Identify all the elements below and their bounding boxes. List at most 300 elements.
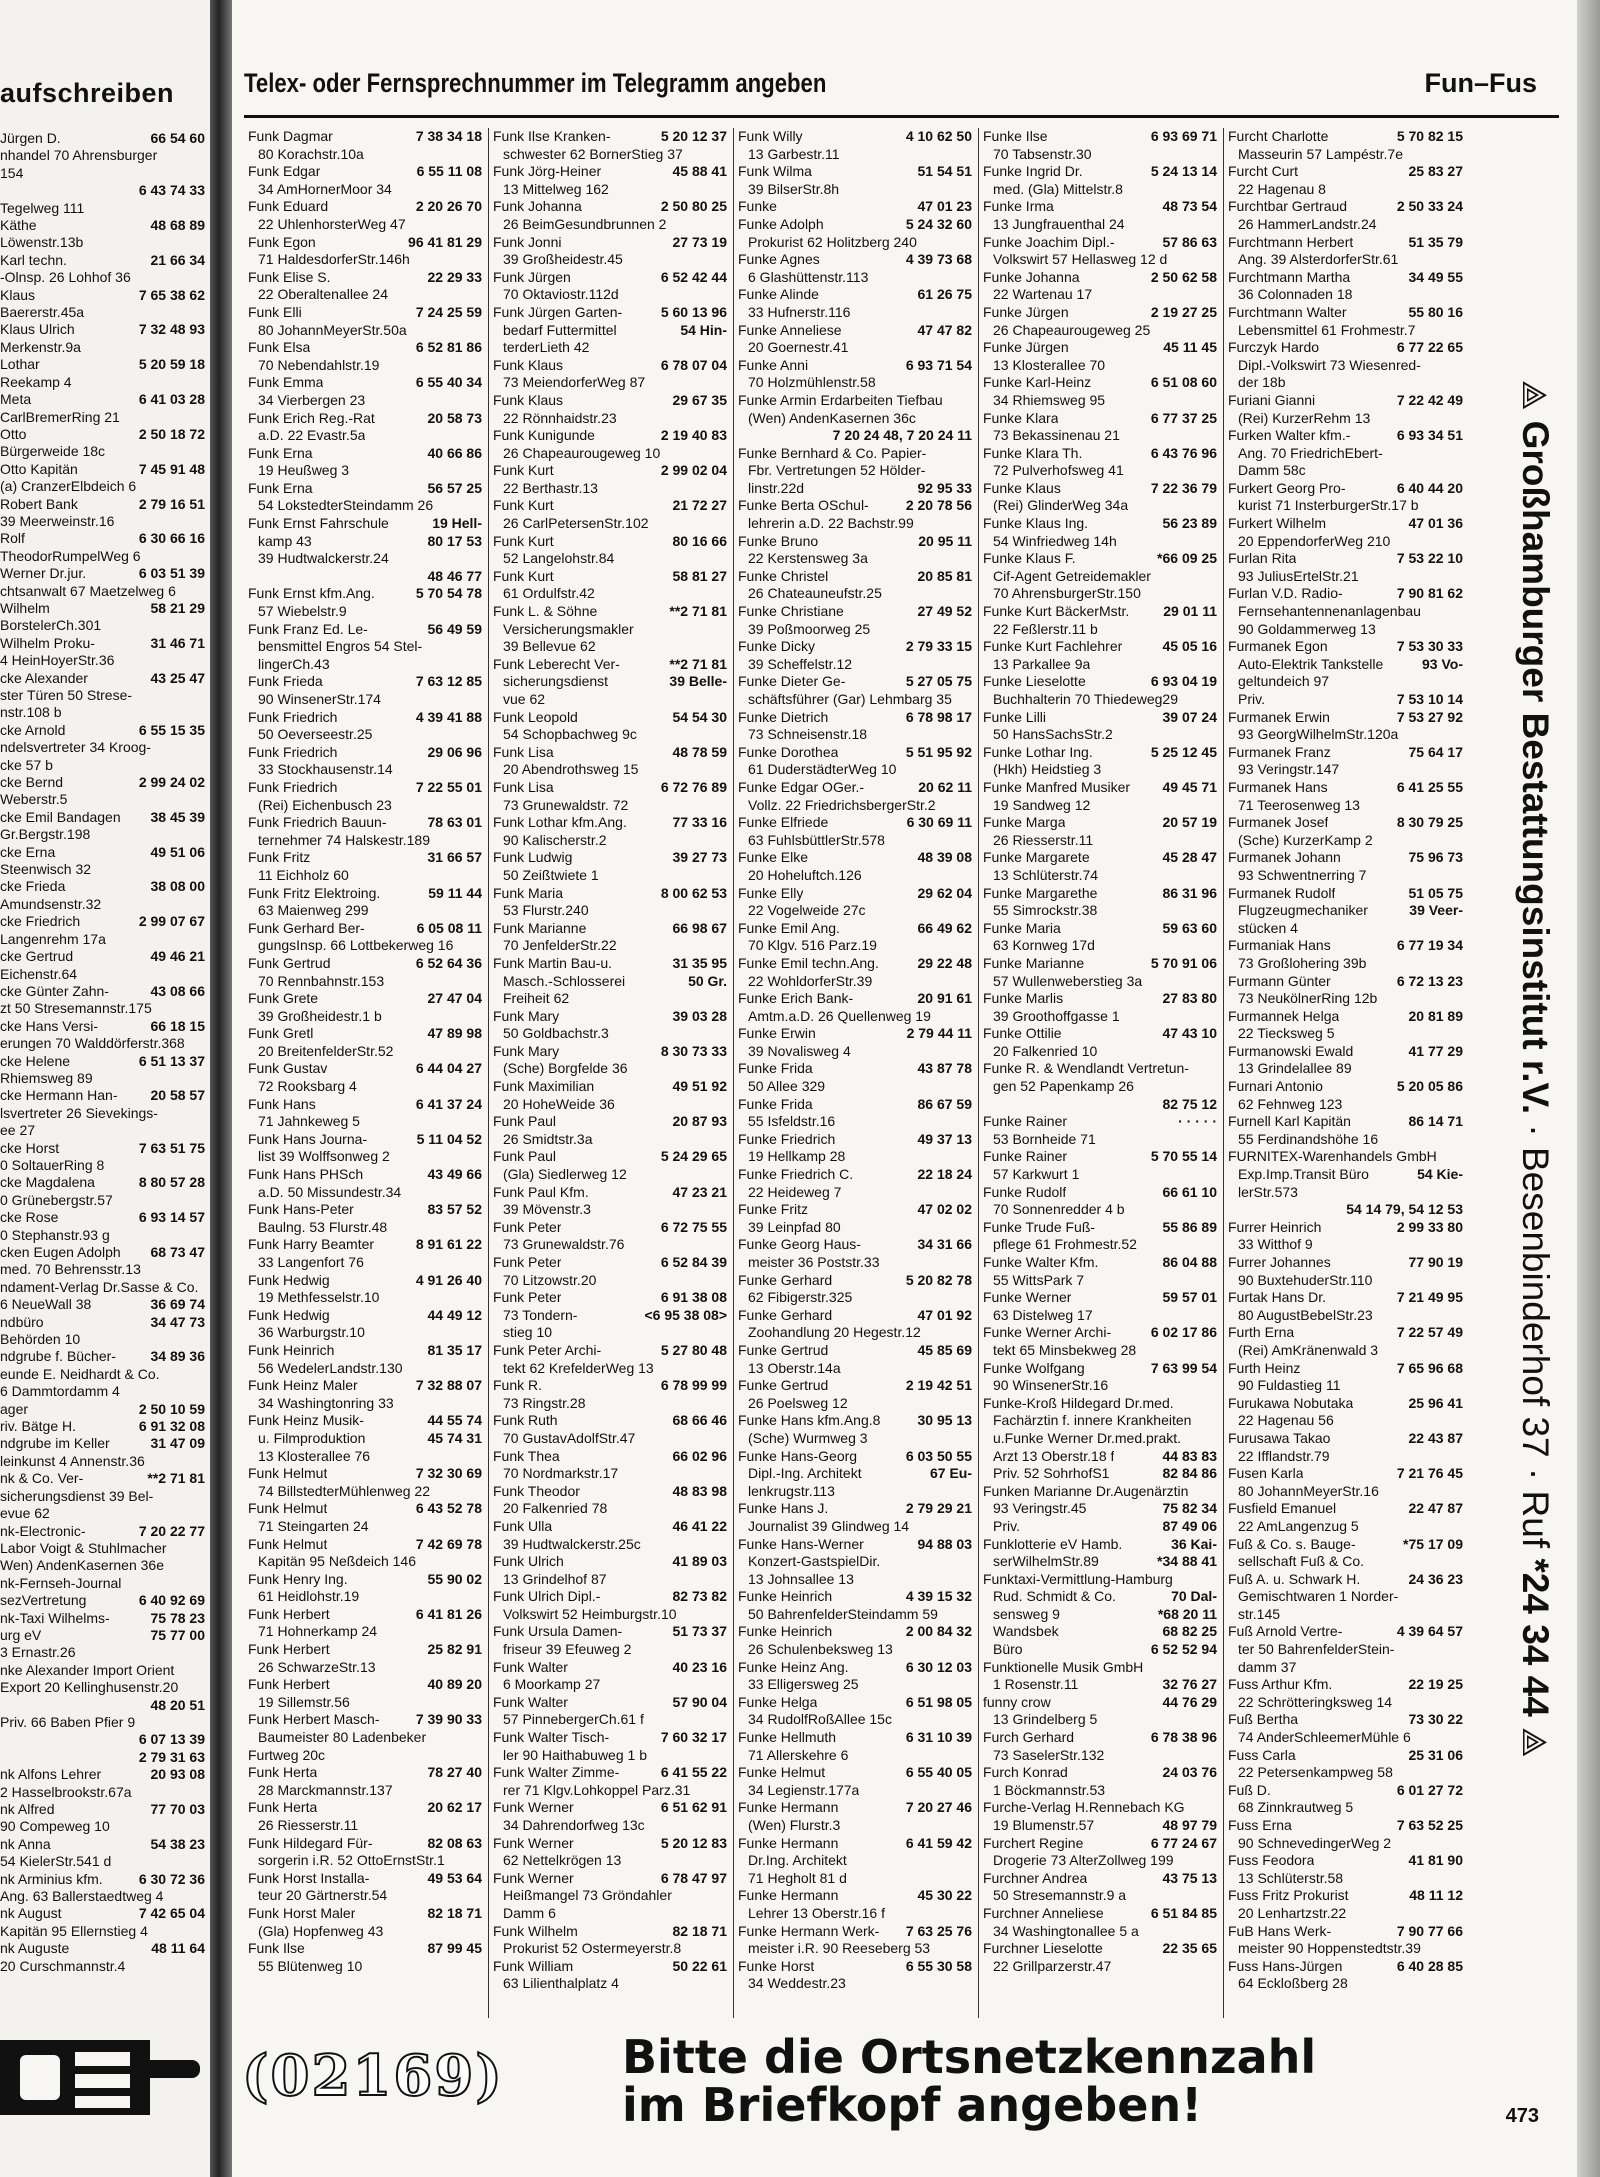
- listing-text: schäftsführer (Gar) Lehmbarg 35: [748, 691, 952, 707]
- listing-text: Funk Jörg-Heiner: [493, 163, 602, 180]
- listing-text: 70 GustavAdolfStr.47: [503, 1429, 636, 1446]
- listing-phone: 48 39 08: [917, 849, 972, 866]
- listing-entry: [738, 849, 972, 867]
- listing-entry: [1228, 1747, 1463, 1765]
- listing-phone: 6 51 84 85: [1150, 1904, 1217, 1921]
- listing-detail-line: [493, 990, 727, 1008]
- listing-entry: [493, 849, 727, 867]
- left-listing-row: [0, 617, 205, 634]
- listing-detail-line: [493, 445, 727, 463]
- listing-phone: 25 83 27: [1408, 163, 1463, 180]
- listing-detail-line: [1228, 462, 1463, 480]
- left-listing-row: [0, 1958, 205, 1975]
- listing-detail-line: [738, 1395, 972, 1413]
- left-listing-row: [0, 530, 205, 547]
- left-listing-row: [0, 1853, 205, 1870]
- listing-entry: [248, 621, 482, 639]
- listing-text: Funk Ilse Kranken-: [493, 128, 611, 144]
- listing-text: 53 Flurstr.240: [503, 902, 589, 919]
- left-listing-row: [0, 1053, 205, 1070]
- listing-text: Funk Elli: [248, 303, 302, 320]
- listing-text: 26 Riesserstr.11: [993, 831, 1094, 848]
- left-listing-row: [0, 1244, 205, 1261]
- side-ad-text: [1514, 380, 1556, 1757]
- listing-phone: 20 87 93: [672, 1113, 727, 1130]
- listing-entry: [493, 533, 727, 551]
- listing-entry: [248, 673, 482, 691]
- listing-text: Funke Frida: [738, 1060, 813, 1077]
- listing-entry: [738, 1694, 972, 1712]
- listing-phone: 6 55 30 58: [905, 1957, 972, 1974]
- listing-phone: 5 70 54 78: [415, 585, 482, 602]
- listing-phone: 70 Dal-: [1171, 1588, 1217, 1605]
- listing-detail-line: [248, 1958, 482, 1976]
- listing-entry: [983, 1536, 1217, 1554]
- listing-detail-line: [248, 761, 482, 779]
- listing-phone: 7 90 81 62: [1396, 585, 1463, 602]
- listing-entry: [983, 1571, 1217, 1589]
- left-listing-row: [0, 496, 205, 513]
- listing-text: 71 Jahnkeweg 5: [258, 1113, 360, 1130]
- listing-detail-line: [738, 867, 972, 885]
- listing-detail-line: [983, 1342, 1217, 1360]
- listing-phone: 6 51 62 91: [660, 1799, 727, 1816]
- page-header-instruction: Telex- oder Fernsprechnummer im Telegramm angeben: [244, 68, 827, 98]
- listing-phone: 6 72 13 23: [1396, 972, 1463, 989]
- listing-entry: [493, 955, 727, 973]
- listing-phone: 45 74 31: [427, 1429, 482, 1446]
- listing-text: 55 Blütenweg 10: [258, 1957, 363, 1974]
- listing-entry: [1228, 1887, 1463, 1905]
- listing-text: 34 Washingtonallee 5 a: [993, 1922, 1139, 1939]
- listing-text: 63 Lilienthalplatz 4: [503, 1975, 619, 1992]
- listing-name: cke Horst: [0, 1139, 60, 1156]
- listing-phone: 34 31 66: [917, 1236, 972, 1253]
- listing-phone: 6 41 37 24: [415, 1095, 482, 1112]
- listing-detail-line: [248, 1078, 482, 1096]
- listing-detail-line: [248, 1729, 482, 1747]
- listing-entry: [738, 709, 972, 727]
- listing-text: stieg 10: [503, 1324, 553, 1341]
- listing-entry: [493, 1043, 727, 1061]
- listing-detail-line: [983, 1377, 1217, 1395]
- listing-phone: 68 66 46: [672, 1412, 727, 1429]
- listing-text: Funke Alinde: [738, 286, 819, 303]
- listing-text: Funke Margarethe: [983, 884, 1098, 901]
- listing-name: cke Emil Bandagen: [0, 808, 121, 825]
- listing-entry: [983, 1835, 1217, 1853]
- listing-phone: 22 18 24: [917, 1166, 972, 1183]
- listing-text: Funk Helmut: [248, 1535, 328, 1552]
- listing-text: (Hkh) Heidstieg 3: [993, 761, 1102, 778]
- listing-name: cke Hermann Han-: [0, 1087, 118, 1104]
- listing-phone: 56 49 59: [427, 620, 482, 637]
- listing-name: TheodorRumpelWeg 6: [0, 547, 141, 564]
- listing-text: 71 Steingarten 24: [258, 1517, 369, 1534]
- listing-phone: 58 21 29: [150, 599, 205, 616]
- listing-detail-line: [248, 1324, 482, 1342]
- left-listing-row: [0, 1105, 205, 1122]
- listing-phone: 50 Gr.: [688, 972, 727, 989]
- listing-phone: 49 45 71: [1162, 778, 1217, 795]
- listing-entry: [248, 234, 482, 252]
- listing-text: Funk Ernst Fahrschule: [248, 515, 389, 532]
- listing-name: cke Alexander: [0, 669, 88, 686]
- listing-entry: [983, 410, 1217, 428]
- listing-entry: [738, 1307, 972, 1325]
- listing-entry: [1228, 515, 1463, 533]
- listing-text: 93 Veringstr.45: [993, 1500, 1087, 1517]
- listing-text: 22 Rönnhaidstr.23: [503, 409, 617, 426]
- listing-detail-line: [1228, 990, 1463, 1008]
- listing-text: Funke Adolph: [738, 215, 824, 232]
- listing-phone: 7 39 90 33: [415, 1711, 482, 1728]
- listing-detail-line: [248, 867, 482, 885]
- listing-phone: 31 35 95: [672, 954, 727, 971]
- listing-text: 13 Grindelhof 87: [503, 1570, 607, 1587]
- listing-detail-line: [738, 1940, 972, 1958]
- listing-text: 22 Kerstensweg 3a: [748, 550, 868, 567]
- listing-text: Funke Hermann: [738, 1887, 839, 1904]
- pointing-hand-icon: [0, 2030, 210, 2130]
- listing-text: Furmanek Rudolf: [1228, 884, 1336, 901]
- listing-entry: [493, 1518, 727, 1536]
- listing-phone: 48 68 89: [150, 217, 205, 234]
- listing-text: Büro: [993, 1641, 1023, 1658]
- listing-entry: [1228, 973, 1463, 991]
- listing-phone: 34 89 36: [150, 1348, 205, 1365]
- listing-phone: 44 49 12: [427, 1306, 482, 1323]
- listing-text: Funk Johanna: [493, 198, 582, 215]
- listing-text: Funk Peter Archi-: [493, 1341, 602, 1358]
- listing-entry: [493, 1588, 727, 1606]
- listing-detail-line: [983, 1623, 1217, 1641]
- listing-text: meister 90 Hoppenstedtstr.39: [1238, 1940, 1421, 1957]
- listing-text: Funke Klaus F.: [983, 550, 1076, 567]
- listing-text: 1 Rosenstr.11: [993, 1676, 1079, 1693]
- listing-detail-line: [738, 374, 972, 392]
- listing-phone: 5 20 12 83: [660, 1834, 727, 1851]
- listing-text: 6 Moorkamp 27: [503, 1676, 601, 1693]
- listing-detail-line: [248, 638, 482, 656]
- listing-text: Funk Gustav: [248, 1060, 328, 1077]
- listing-detail-line: [983, 533, 1217, 551]
- listing-entry: [493, 198, 727, 216]
- listing-detail-line: [493, 973, 727, 991]
- listing-text: 19 Heußweg 3: [258, 462, 350, 479]
- listing-detail-line: [493, 1307, 727, 1325]
- listing-text: Funke Helga: [738, 1693, 818, 1710]
- listing-text: Funke Hans kfm.Ang.8: [738, 1412, 881, 1429]
- listing-detail-line: [248, 726, 482, 744]
- listing-text: 20 BreitenfelderStr.52: [258, 1042, 394, 1059]
- left-listing-row: [0, 1087, 205, 1104]
- listing-phone: 6 41 59 42: [905, 1834, 972, 1851]
- listing-phone: 27 49 52: [917, 603, 972, 620]
- listing-text: Funktaxi-Vermittlung-Hamburg: [983, 1570, 1173, 1587]
- listing-phone: 6 31 10 39: [905, 1729, 972, 1746]
- listing-phone: 55 86 89: [1162, 1218, 1217, 1235]
- listing-phone: 6 93 04 19: [1150, 673, 1217, 690]
- listing-text: 36 Warburgstr.10: [258, 1324, 365, 1341]
- listing-text: 64 Eckloßberg 28: [1238, 1975, 1348, 1992]
- listing-text: kurist 71 InsterburgerStr.17 b: [1238, 497, 1419, 514]
- left-listing-row: [0, 896, 205, 913]
- hand-graphic: [0, 2030, 200, 2125]
- listing-phone: 34 47 73: [150, 1313, 205, 1330]
- listing-entry: [493, 1764, 727, 1782]
- listing-text: 71 HaldesdorferStr.146h: [258, 251, 410, 268]
- listing-phone: *68 20 11: [1157, 1605, 1217, 1622]
- listing-text: linstr.22d: [748, 479, 805, 496]
- listing-text: Funke Marianne: [983, 954, 1085, 971]
- listing-column-5: [1224, 128, 1469, 2018]
- listing-entry: [983, 1289, 1217, 1307]
- listing-detail-line: [493, 621, 727, 639]
- listing-name: leinkunst 4 Annenstr.36: [0, 1452, 145, 1469]
- listing-detail-line: [983, 1518, 1217, 1536]
- listing-detail-line: [248, 1623, 482, 1641]
- listing-text: 22 Wartenau 17: [993, 286, 1093, 303]
- listing-text: Funke Friedrich C.: [738, 1166, 854, 1183]
- listing-detail-line: [983, 462, 1217, 480]
- listing-phone: 47 23 21: [672, 1183, 727, 1200]
- listing-detail-line: [248, 1184, 482, 1202]
- listing-text: Funk Maximilian: [493, 1078, 595, 1095]
- listing-entry: [248, 304, 482, 322]
- listing-text: Furczyk Hardo: [1228, 339, 1320, 356]
- listing-phone: 43 49 66: [427, 1166, 482, 1183]
- listing-text: Funktionelle Musik GmbH: [983, 1658, 1144, 1675]
- listing-phone: 78 27 40: [427, 1764, 482, 1781]
- listing-text: Funke Anni: [738, 356, 809, 373]
- listing-text: 34 Dahrendorfweg 13c: [503, 1817, 645, 1833]
- listing-text: Dr.Ing. Architekt: [748, 1852, 847, 1869]
- listing-text: Funk Lothar kfm.Ang.: [493, 814, 627, 831]
- listing-text: 71 Teerosenweg 13: [1238, 796, 1360, 813]
- listing-columns: [244, 128, 1469, 2018]
- listing-text: Lehrer 13 Oberstr.16 f: [748, 1904, 885, 1921]
- listing-detail-line: [1228, 867, 1463, 885]
- listing-text: 68 Zinnkrautweg 5: [1238, 1799, 1354, 1816]
- listing-phone: 7 24 25 59: [415, 303, 482, 320]
- listing-phone: 6 93 34 51: [1396, 427, 1463, 444]
- listing-text: Funke Klara: [983, 409, 1059, 426]
- listing-text: 22 AmLangenzug 5: [1238, 1517, 1359, 1534]
- listing-phone: 80 16 66: [672, 532, 727, 549]
- listing-entry: [248, 1571, 482, 1589]
- listing-text: Furusawa Takao: [1228, 1429, 1331, 1446]
- listing-detail-line: [983, 1500, 1217, 1518]
- listing-detail-line: [248, 1694, 482, 1712]
- listing-phone: 6 78 38 96: [1150, 1729, 1217, 1746]
- listing-detail-line: [738, 726, 972, 744]
- listing-name: 39 Meerweinstr.16: [0, 512, 115, 529]
- listing-phone: 5 20 82 78: [905, 1271, 972, 1288]
- listing-entry: [248, 814, 482, 832]
- listing-detail-line: [738, 1113, 972, 1131]
- listing-text: u. Filmproduktion: [258, 1429, 366, 1446]
- left-listing-row: [0, 565, 205, 582]
- listing-text: Funk Erich Reg.-Rat: [248, 409, 375, 426]
- listing-text: Funke Agnes: [738, 251, 820, 268]
- listing-text: 39 Poßmoorweg 25: [748, 620, 871, 637]
- listing-text: Ang. 39 AlsterdorferStr.61: [1238, 251, 1399, 268]
- listing-detail-line: [983, 357, 1217, 375]
- listing-text: 55 WittsPark 7: [993, 1271, 1085, 1288]
- listing-entry: [983, 1254, 1217, 1272]
- listing-phone: 30 95 13: [917, 1412, 972, 1429]
- listing-name: urg eV: [0, 1626, 42, 1643]
- listing-name: Rhiemsweg 89: [0, 1069, 93, 1086]
- listing-text: 70 Litzowstr.20: [503, 1271, 597, 1288]
- listing-name: Behörden 10: [0, 1331, 81, 1348]
- listing-entry: [983, 1659, 1217, 1677]
- listing-text: 20 Falkenried 10: [993, 1042, 1098, 1059]
- listing-name: ndament-Verlag Dr.Sasse & Co.: [0, 1278, 199, 1295]
- listing-entry: [1228, 198, 1463, 216]
- listing-entry: [1228, 1676, 1463, 1694]
- listing-phone: 20 58 57: [150, 1087, 205, 1104]
- listing-phone: 6 30 12 03: [905, 1658, 972, 1675]
- listing-phone: 75 82 34: [1162, 1500, 1217, 1517]
- listing-name: 6 Dammtordamm 4: [0, 1383, 120, 1400]
- listing-text: 72 Pulverhofsweg 41: [993, 462, 1124, 479]
- listing-entry: [493, 709, 727, 727]
- listing-phone: **2 71 81: [669, 655, 727, 672]
- listing-detail-line: [983, 1078, 1217, 1096]
- left-listing-row: [0, 1627, 205, 1644]
- listing-text: Furmaniak Hans: [1228, 937, 1331, 954]
- listing-detail-line: [493, 322, 727, 340]
- listing-text: Konzert-GastspielDir.: [748, 1553, 881, 1570]
- listing-detail-line: [738, 269, 972, 287]
- listing-text: 26 Smidtstr.3a: [503, 1130, 593, 1147]
- listing-text: 20 Lenhartzstr.22: [1238, 1904, 1347, 1921]
- listing-text: 39 Mövenstr.3: [503, 1201, 591, 1218]
- listing-detail-line: [1228, 568, 1463, 586]
- listing-phone: 7 42 69 78: [415, 1535, 482, 1552]
- left-listing-row: [0, 1540, 205, 1557]
- listing-entry: [1228, 1817, 1463, 1835]
- listing-name: nk Arminius kfm.: [0, 1870, 103, 1887]
- listing-phone: 47 47 82: [917, 321, 972, 338]
- listing-text: 57 Karkwurt 1: [993, 1166, 1080, 1183]
- listing-phone: 82 75 12: [1162, 1095, 1217, 1112]
- left-listing-row: [0, 1836, 205, 1853]
- listing-phone: 6 77 19 34: [1396, 937, 1463, 954]
- listing-text: sensweg 9: [993, 1605, 1060, 1622]
- listing-detail-line: [1228, 497, 1463, 515]
- listing-text: 22 WohldorferStr.39: [748, 972, 873, 989]
- banner-text: [622, 2030, 1317, 2132]
- listing-phone: 6 52 64 36: [415, 954, 482, 971]
- listing-column-1: [244, 128, 489, 2018]
- listing-phone: 51 54 51: [917, 163, 972, 180]
- listing-text: Furkert Wilhelm: [1228, 515, 1327, 532]
- listing-phone: 5 24 29 65: [660, 1148, 727, 1165]
- listing-entry: [738, 1236, 972, 1254]
- listing-text: Furmanek Josef: [1228, 814, 1329, 831]
- listing-text: 50 Oeverseestr.25: [258, 726, 373, 743]
- listing-entry: [248, 1835, 482, 1853]
- listing-detail-line: [248, 357, 482, 375]
- listing-detail-line: [493, 339, 727, 357]
- listing-phone: 2 00 84 32: [905, 1623, 972, 1640]
- listing-text: Funke Kurt BäckerMstr.: [983, 603, 1130, 620]
- listing-entry: [738, 885, 972, 903]
- listing-text: Funke Hans J.: [738, 1500, 829, 1517]
- listing-detail-line: [1228, 603, 1463, 621]
- listing-detail-line: [493, 1500, 727, 1518]
- listing-phone: 6 30 66 16: [138, 530, 205, 547]
- listing-phone: 59 63 60: [1162, 919, 1217, 936]
- listing-entry: [983, 1905, 1217, 1923]
- listing-detail-line: [493, 1641, 727, 1659]
- listing-text: Funk Herbert Masch-: [248, 1711, 380, 1728]
- listing-name: ndbüro: [0, 1313, 44, 1330]
- listing-name: nk August: [0, 1905, 62, 1922]
- listing-phone: 5 27 80 48: [660, 1341, 727, 1358]
- listing-detail-line: [1228, 1377, 1463, 1395]
- listing-text: (Wen) Flurstr.3: [748, 1817, 841, 1833]
- listing-text: Volkswirt 57 Hellasweg 12 d: [993, 251, 1168, 268]
- listing-phone: 55 90 02: [427, 1570, 482, 1587]
- listing-phone: 39 03 28: [672, 1007, 727, 1024]
- listing-detail-line: [738, 1711, 972, 1729]
- listing-detail-line: [1228, 251, 1463, 269]
- left-listing-row: [0, 583, 205, 600]
- left-listing-row: [0, 1766, 205, 1783]
- listing-text: Funk Herta: [248, 1799, 318, 1816]
- listing-detail-line: [983, 621, 1217, 639]
- listing-detail-line: [1228, 181, 1463, 199]
- listing-text: Funk Marianne: [493, 919, 587, 936]
- left-listing-row: [0, 774, 205, 791]
- listing-phone: 5 51 95 92: [905, 743, 972, 760]
- listing-name: nk-Taxi Wilhelms-: [0, 1609, 110, 1626]
- listing-entry: [248, 920, 482, 938]
- left-listing-row: [0, 269, 205, 286]
- listing-detail-line: [738, 1747, 972, 1765]
- listing-name: 6 NeueWall 38: [0, 1296, 92, 1313]
- listing-text: 80 AugustBebelStr.23: [1238, 1306, 1373, 1323]
- listing-detail-line: [1228, 1518, 1463, 1536]
- listing-phone: · · · · ·: [1178, 1113, 1217, 1130]
- listing-text: 13 Schlüterstr.74: [993, 866, 1099, 883]
- listing-text: 63 Distelweg 17: [993, 1306, 1093, 1323]
- listing-phone: 6 40 92 69: [138, 1592, 205, 1609]
- listing-phone: 44 76 29: [1162, 1693, 1217, 1710]
- listing-text: Funk Hans-Peter: [248, 1201, 354, 1218]
- listing-detail-line: [983, 1641, 1217, 1659]
- listing-phone: 22 47 87: [1408, 1500, 1463, 1517]
- listing-text: Funk Ilse: [248, 1940, 305, 1957]
- listing-detail-line: [493, 1782, 727, 1800]
- listing-entry: [1228, 1254, 1463, 1272]
- listing-text: 33 Elligersweg 25: [748, 1676, 859, 1693]
- listing-phone: 47 02 02: [917, 1201, 972, 1218]
- listing-entry: [493, 603, 727, 621]
- listing-phone: 49 53 64: [427, 1869, 482, 1886]
- listing-detail-line: [1228, 1975, 1463, 1993]
- left-listing-row: [0, 1296, 205, 1313]
- listing-entry: [493, 1729, 727, 1747]
- listing-text: Funke Elke: [738, 849, 809, 866]
- listing-phone: 43 25 47: [150, 669, 205, 686]
- listing-phone: 6 40 28 85: [1396, 1957, 1463, 1974]
- listing-phone: 31 46 71: [150, 634, 205, 651]
